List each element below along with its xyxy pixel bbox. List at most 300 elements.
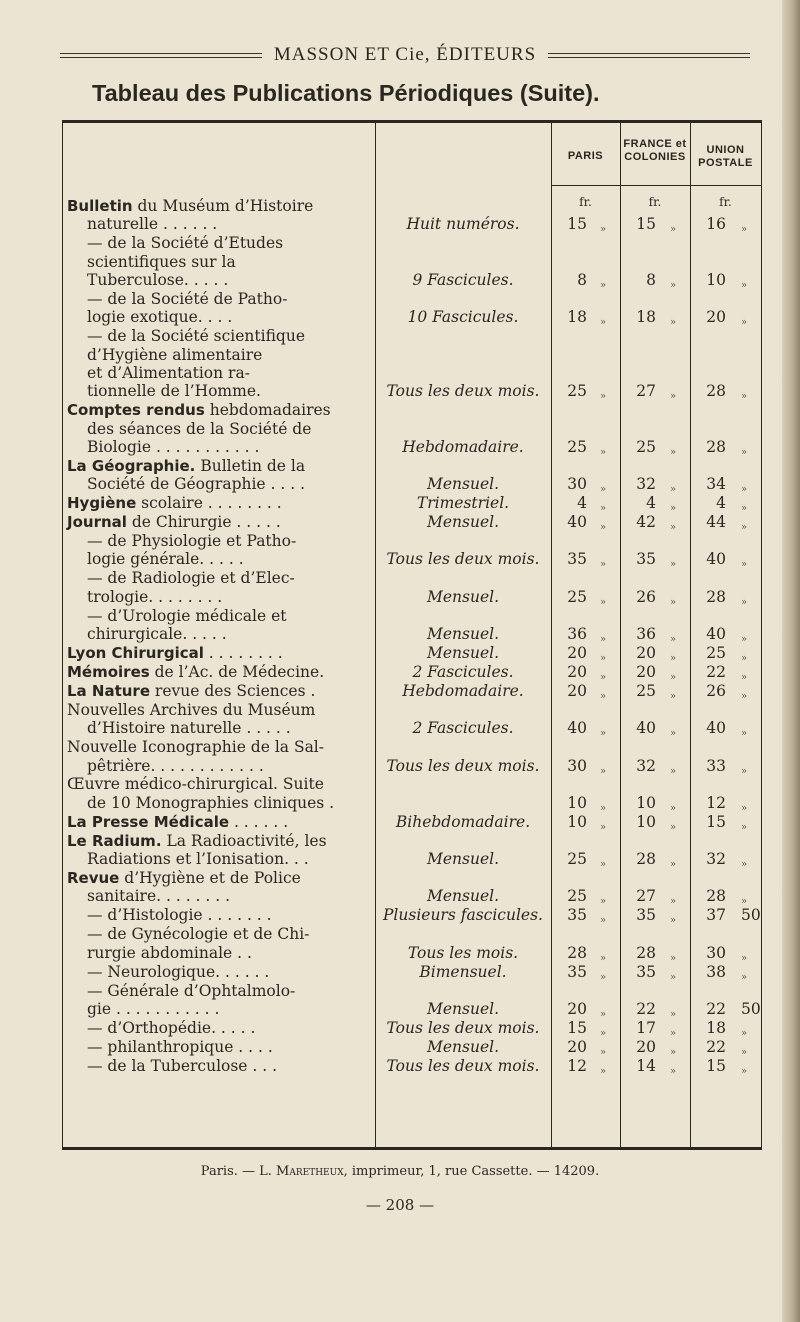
price-value: 15 (567, 215, 587, 234)
publication-text: Nouvelle Iconographie de la Sal- (67, 738, 325, 757)
publication-text: Radiations et l’Ionisation. . . (87, 850, 309, 869)
publication-name: La Géographie. (67, 456, 196, 475)
publication-title-line (87, 308, 232, 327)
publication-text: — de la Société scientifique (87, 327, 306, 346)
publication-text: Biologie . . . . . . . . . . . (87, 437, 260, 456)
ditto-mark: » (600, 280, 607, 291)
publication-title-line (67, 869, 301, 888)
publication-title-line (87, 215, 217, 234)
ditto-mark: » (600, 503, 607, 515)
price-value: 15 (636, 215, 656, 234)
ditto-mark: » (670, 971, 677, 983)
ditto-mark: » (741, 1065, 748, 1077)
price-value: 10 (636, 812, 656, 831)
ditto-mark: » (600, 317, 607, 329)
publication-text: pêtrière. . . . . . . . . . . . (87, 756, 264, 775)
publication-title-line (87, 906, 272, 925)
publication-text: — d’Urologie médicale et (87, 606, 287, 625)
ditto-mark: » (600, 522, 607, 534)
publication-title-line (87, 420, 311, 439)
price-value: 25 (567, 437, 587, 456)
periodicity: Tous les mois. (407, 943, 519, 962)
publisher-name: MASSON ET Cie, ÉDITEURS (273, 44, 537, 65)
ditto-mark: » (741, 896, 748, 908)
publication-title-line (67, 457, 305, 476)
price-value: 30 (567, 756, 587, 775)
publication-name: La Presse Médicale (67, 812, 230, 831)
price-value: 18 (706, 1018, 726, 1037)
price-value: 26 (636, 587, 656, 606)
publication-title-line (87, 1057, 277, 1076)
publication-text: d’Hygiène et de Police (119, 869, 301, 887)
col-header-union: UNION POSTALE (698, 144, 753, 169)
ditto-mark: » (600, 671, 607, 683)
price-value: 35 (636, 906, 656, 925)
publication-title-line (67, 663, 324, 682)
printer-footer (0, 1164, 800, 1179)
publication-title-line (87, 346, 262, 365)
price-value: 27 (636, 887, 656, 906)
price-value: 36 (636, 625, 656, 644)
publication-title-line (67, 701, 315, 720)
publication-name: Revue (67, 869, 120, 887)
ditto-mark: » (670, 1008, 677, 1020)
publication-text: scientifiques sur la (87, 252, 236, 271)
publication-title-line (87, 850, 309, 869)
printer-name: L. Maretheux (259, 1164, 344, 1179)
header-rule (551, 185, 761, 186)
publication-title-line (67, 738, 324, 757)
price-value: 36 (567, 625, 587, 644)
publication-title-line (87, 569, 295, 588)
publication-title-line (87, 550, 244, 569)
ditto-mark: » (670, 896, 677, 908)
periodicity: Tous les deux mois. (386, 756, 540, 775)
price-value: 22 (706, 999, 726, 1018)
price-value: 28 (706, 382, 726, 401)
price-value: 40 (706, 625, 726, 644)
periodicity: 10 Fascicules. (407, 308, 519, 327)
periodicity: Trimestriel. (416, 494, 510, 513)
publication-text: rurgie abdominale . . (87, 943, 252, 962)
ditto-mark: » (600, 690, 607, 702)
price-value: 37 (706, 906, 726, 925)
price-value: 20 (567, 681, 587, 700)
ditto-mark: » (741, 821, 748, 833)
ditto-mark: » (670, 503, 677, 515)
ditto-mark: » (741, 728, 748, 740)
page-number: — 208 — (365, 1196, 435, 1214)
publication-text: — d’Orthopédie. . . . . (87, 1018, 256, 1037)
ditto-mark: » (741, 690, 748, 702)
publisher-header (60, 42, 750, 68)
publication-text: de Chirurgie . . . . . (126, 513, 281, 532)
publication-name: Mémoires (67, 662, 150, 681)
ditto-mark: » (670, 484, 677, 496)
ditto-mark: » (741, 317, 748, 329)
publication-title-line (67, 644, 283, 663)
price-value: 22 (636, 999, 656, 1018)
publication-title-line (67, 775, 324, 794)
publication-title-line (87, 234, 283, 253)
ditto-mark: » (670, 1027, 677, 1039)
periodicity: Mensuel. (426, 513, 500, 532)
publication-text: — de la Société de Patho- (87, 289, 288, 308)
price-value: 15 (706, 812, 726, 831)
ditto-mark: » (670, 915, 677, 927)
price-value: 38 (706, 962, 726, 981)
price-value: 4 (646, 494, 656, 513)
price-value: 20 (706, 308, 726, 327)
ditto-mark: » (741, 446, 748, 458)
col-divider (690, 123, 691, 1147)
col-header-france: FRANCE et COLONIES (623, 138, 687, 163)
price-value: 25 (567, 382, 587, 401)
price-value: 25 (636, 681, 656, 700)
header-rule-right (548, 53, 750, 58)
publication-text: logie générale. . . . . (87, 550, 244, 569)
ditto-mark: » (741, 503, 748, 515)
ditto-mark: » (600, 1027, 607, 1039)
ditto-mark: » (670, 728, 677, 740)
publication-text: — d’Histologie . . . . . . . (87, 906, 272, 925)
price-value: 12 (706, 793, 726, 812)
publication-text: d’Histoire naturelle . . . . . (87, 719, 291, 738)
price-value: 20 (636, 662, 656, 681)
publication-text: — de la Société d’Etudes (87, 234, 284, 253)
price-value: 12 (567, 1056, 587, 1075)
price-value: 20 (636, 1037, 656, 1056)
publication-text: et d’Alimentation ra- (87, 363, 250, 382)
price-value: 30 (567, 475, 587, 494)
ditto-mark: » (600, 952, 607, 964)
publication-title-line (87, 944, 252, 963)
price-value: 33 (706, 756, 726, 775)
publication-text: Œuvre médico-chirurgical. Suite (67, 775, 324, 794)
publication-title-line (87, 982, 295, 1001)
publication-title-line (67, 832, 327, 851)
ditto-mark: » (600, 821, 607, 833)
publication-title-line (87, 364, 250, 383)
ditto-mark: » (741, 484, 748, 496)
price-value: 28 (706, 437, 726, 456)
periodicity: 9 Fascicules. (412, 271, 514, 289)
col-divider (620, 123, 621, 1147)
price-cents: 50 (741, 906, 761, 925)
periodicity: Mensuel. (426, 644, 500, 662)
ditto-mark: » (600, 653, 607, 664)
publication-title-line (87, 382, 261, 401)
col-divider (551, 123, 552, 1147)
price-value: 32 (636, 756, 656, 775)
ditto-mark: » (741, 522, 748, 534)
ditto-mark: » (600, 896, 607, 908)
footer-text: Paris. — (200, 1164, 260, 1179)
price-value: 35 (636, 962, 656, 981)
publication-title-line (87, 607, 286, 626)
publication-title-line (67, 513, 281, 532)
price-value: 32 (636, 475, 656, 494)
periodicity: Bimensuel. (419, 962, 507, 981)
unit-label: fr. (648, 195, 662, 209)
ditto-mark: » (600, 596, 607, 608)
publication-title-line (87, 327, 305, 346)
price-value: 15 (567, 1018, 587, 1037)
ditto-mark: » (670, 1046, 677, 1058)
periodicity: Mensuel. (426, 1037, 500, 1056)
publication-text: du Muséum d’Histoire (132, 197, 314, 215)
publication-text: La Radioactivité, les (161, 831, 327, 850)
publication-title-line (87, 588, 222, 607)
ditto-mark: » (600, 224, 607, 236)
ditto-mark: » (670, 690, 677, 702)
ditto-mark: » (670, 280, 677, 291)
price-value: 28 (706, 887, 726, 906)
ditto-mark: » (741, 859, 748, 871)
periodicity: 2 Fascicules. (412, 662, 514, 681)
publication-name: Bulletin (67, 197, 133, 215)
ditto-mark: » (741, 952, 748, 964)
price-value: 35 (567, 962, 587, 981)
page-edge (782, 0, 800, 1322)
periodicity: Mensuel. (426, 625, 500, 644)
ditto-mark: » (741, 1046, 748, 1058)
ditto-mark: » (741, 559, 748, 571)
publication-text: trologie. . . . . . . . (87, 587, 223, 606)
publication-title-line (87, 887, 230, 906)
publication-text: — Générale d’Ophtalmolo- (87, 981, 296, 1000)
price-value: 35 (567, 550, 587, 569)
page-title: Tableau des Publications Périodiques (Suite). (92, 80, 600, 106)
price-value: 4 (577, 494, 587, 513)
publication-text: — de Gynécologie et de Chi- (87, 925, 310, 944)
ditto-mark: » (741, 634, 748, 646)
publication-name: Le Radium. (67, 831, 162, 850)
ditto-mark: » (670, 559, 677, 571)
periodicity: Huit numéros. (406, 215, 520, 234)
ditto-mark: » (600, 391, 607, 403)
price-value: 16 (706, 215, 726, 234)
price-value: 44 (706, 513, 726, 532)
col-header-paris: PARIS (567, 150, 604, 162)
price-value: 18 (636, 308, 656, 327)
price-value: 34 (706, 475, 726, 494)
price-value: 22 (706, 662, 726, 681)
price-value: 20 (567, 1037, 587, 1056)
ditto-mark: » (670, 634, 677, 646)
publication-name: Hygiène (67, 494, 137, 513)
ditto-mark: » (600, 728, 607, 740)
publication-title-line (87, 290, 287, 309)
ditto-mark: » (600, 802, 607, 814)
publication-text: Bulletin de la (195, 456, 306, 475)
publication-title-line (67, 494, 282, 513)
publication-text: chirurgicale. . . . . (87, 625, 227, 644)
ditto-mark: » (600, 559, 607, 571)
ditto-mark: » (670, 765, 677, 777)
publication-title-line (87, 438, 259, 457)
price-value: 27 (636, 382, 656, 401)
ditto-mark: » (600, 971, 607, 983)
price-value: 25 (567, 887, 587, 906)
publication-text: Tuberculose. . . . . (87, 271, 229, 289)
ditto-mark: » (741, 971, 748, 983)
ditto-mark: » (670, 446, 677, 458)
ditto-mark: » (600, 1046, 607, 1058)
publication-title-line (67, 401, 331, 420)
publication-title-line (87, 532, 296, 551)
price-cents: 50 (741, 999, 761, 1018)
publication-text: . . . . . . (229, 812, 289, 831)
price-value: 25 (567, 587, 587, 606)
price-value: 10 (567, 812, 587, 831)
publication-text: hebdomadaires (204, 401, 331, 420)
price-value: 28 (567, 943, 587, 962)
ditto-mark: » (670, 1065, 677, 1077)
price-value: 25 (567, 850, 587, 869)
ditto-mark: » (600, 1065, 607, 1077)
publication-title-line (87, 625, 227, 644)
periodicity: Mensuel. (426, 850, 500, 869)
ditto-mark: » (670, 317, 677, 329)
publication-name: Lyon Chirurgical (67, 644, 204, 662)
periodicity: Tous les deux mois. (386, 1056, 540, 1075)
price-value: 32 (706, 850, 726, 869)
price-value: 30 (706, 943, 726, 962)
periodicity: Plusieurs fascicules. (383, 906, 543, 925)
publication-title-line (67, 813, 288, 832)
periodicity: Mensuel. (426, 887, 500, 906)
ditto-mark: » (741, 596, 748, 608)
publication-text: revue des Sciences . (150, 681, 316, 700)
ditto-mark: » (741, 765, 748, 777)
price-value: 40 (567, 719, 587, 738)
ditto-mark: » (670, 391, 677, 403)
publication-text: scolaire . . . . . . . . (136, 494, 282, 513)
publication-title-line (87, 475, 305, 494)
publication-text: Société de Géographie . . . . (87, 475, 306, 494)
price-value: 35 (567, 906, 587, 925)
publication-text: — de Radiologie et d’Elec- (87, 569, 295, 588)
ditto-mark: » (741, 280, 748, 291)
ditto-mark: » (670, 952, 677, 964)
ditto-mark: » (670, 653, 677, 664)
publication-title-line (87, 794, 334, 813)
price-value: 20 (567, 999, 587, 1018)
price-value: 14 (636, 1056, 656, 1075)
publication-title-line (87, 253, 236, 272)
publication-title-line (67, 197, 313, 216)
price-value: 8 (646, 271, 656, 289)
price-value: 4 (716, 494, 726, 513)
publication-title-line (87, 925, 309, 944)
publication-title-line (87, 719, 291, 738)
price-value: 40 (706, 719, 726, 738)
price-value: 18 (567, 308, 587, 327)
ditto-mark: » (670, 522, 677, 534)
periodicity: Hebdomadaire. (402, 437, 524, 456)
price-value: 10 (706, 271, 726, 289)
ditto-mark: » (600, 484, 607, 496)
price-value: 22 (706, 1037, 726, 1056)
periodicity: 2 Fascicules. (412, 719, 514, 738)
price-value: 40 (706, 550, 726, 569)
price-value: 20 (567, 662, 587, 681)
publication-name: La Nature (67, 681, 150, 700)
price-value: 28 (706, 587, 726, 606)
price-value: 8 (577, 271, 587, 289)
publication-title-line (87, 271, 228, 290)
price-value: 26 (706, 681, 726, 700)
price-value: 28 (636, 850, 656, 869)
header-rule-left (60, 53, 262, 58)
publication-text: de 10 Monographies cliniques . (87, 793, 335, 812)
price-value: 40 (636, 719, 656, 738)
periodicity: Mensuel. (426, 999, 500, 1018)
publication-text: d’Hygiène alimentaire (87, 345, 263, 364)
price-value: 35 (636, 550, 656, 569)
publication-text: logie exotique. . . . (87, 308, 233, 327)
ditto-mark: » (670, 802, 677, 814)
publication-name: Journal (67, 513, 127, 532)
ditto-mark: » (741, 1027, 748, 1039)
publication-text: — Neurologique. . . . . . (87, 962, 270, 981)
footer-address: , imprimeur, 1, rue Cassette. — 14209. (343, 1164, 600, 1179)
publication-text: de l’Ac. de Médecine. (149, 662, 325, 681)
publication-title-line (67, 682, 315, 701)
ditto-mark: » (600, 915, 607, 927)
periodicity: Hebdomadaire. (402, 681, 524, 700)
periodicity: Mensuel. (426, 475, 500, 494)
ditto-mark: » (600, 765, 607, 777)
ditto-mark: » (600, 634, 607, 646)
publication-text: Nouvelles Archives du Muséum (67, 700, 316, 719)
publications-table (62, 120, 762, 1150)
publication-text: — de la Tuberculose . . . (87, 1056, 278, 1075)
periodicity: Tous les deux mois. (386, 1018, 540, 1037)
publication-text: . . . . . . . . (203, 644, 283, 662)
publication-text: tionnelle de l’Homme. (87, 382, 261, 401)
ditto-mark: » (741, 653, 748, 664)
price-value: 10 (636, 793, 656, 812)
periodicity: Mensuel. (426, 587, 500, 606)
ditto-mark: » (670, 821, 677, 833)
ditto-mark: » (741, 802, 748, 814)
publication-name: Comptes rendus (67, 401, 205, 420)
ditto-mark: » (741, 391, 748, 403)
price-value: 10 (567, 793, 587, 812)
publication-title-line (87, 1038, 273, 1057)
price-value: 25 (706, 644, 726, 662)
ditto-mark: » (600, 859, 607, 871)
publication-text: — de Physiologie et Patho- (87, 532, 297, 551)
price-value: 20 (567, 644, 587, 662)
ditto-mark: » (741, 671, 748, 683)
price-value: 25 (636, 437, 656, 456)
price-value: 42 (636, 513, 656, 532)
publication-text: sanitaire. . . . . . . . (87, 887, 231, 906)
publication-text: gie . . . . . . . . . . . (87, 999, 220, 1018)
price-value: 17 (636, 1018, 656, 1037)
publication-title-line (87, 1019, 255, 1038)
publication-title-line (87, 757, 264, 776)
ditto-mark: » (670, 596, 677, 608)
periodicity: Tous les deux mois. (386, 382, 540, 401)
periodicity: Tous les deux mois. (386, 550, 540, 569)
publication-text: — philanthropique . . . . (87, 1037, 273, 1056)
price-value: 28 (636, 943, 656, 962)
publication-text: des séances de la Société de (87, 419, 312, 438)
